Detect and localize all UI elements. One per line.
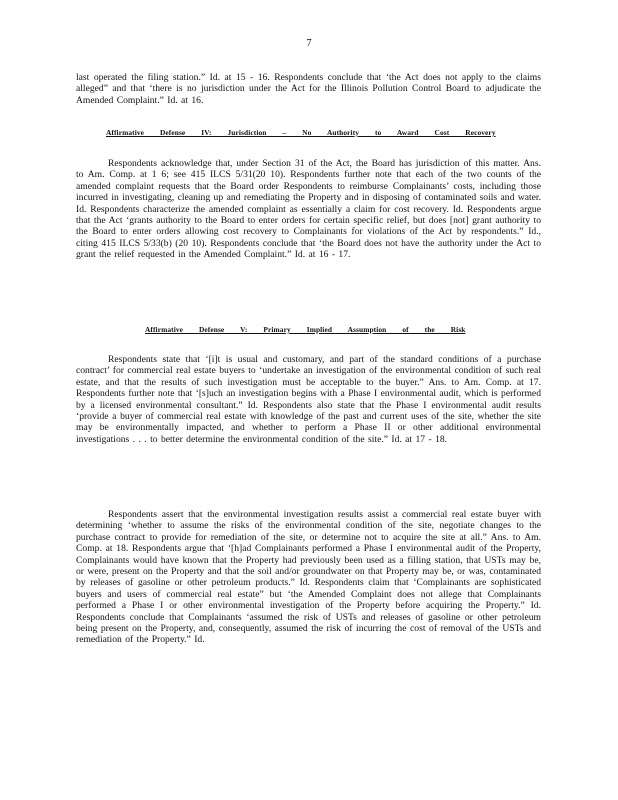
- paragraph-defense-v-2: [76, 509, 541, 646]
- paragraph-defense-v-1-text: Respondents state that ‘[i]t is usual and customary, and part of the standard conditions of a purchase contract’ for commercial real estate buyers to ‘undertake an investigation of the environmental condition of such real estate, and that the results of such investigation must be acceptable to the buyer.” Ans. to Am. Comp. at 17. Respondents further note that ‘[s]uch an investigation begins with a Phase I environmental audit, which is performed by a licensed environmental consultant.” Id. Respondents also state that the Phase I environmental audit results ‘provide a buyer of commercial real estate with knowledge of the past and current uses of the site, whether the site may be environmentally impacted, and whether to perform a Phase II or other additional environmental investigations . . . to better determine the environmental condition of the site.” Id. at 17 - 18.: [76, 354, 541, 445]
- opening-paragraph: last operated the filing station.” Id. at 15 - 16. Respondents conclude that ‘the Act does not apply to the claims alleged” and that ‘there is no jurisdiction under the Act for the Illinois Pollution Control Board to adjudicate the Amended Complaint.” Id. at 16.: [76, 72, 541, 106]
- heading-affirmative-defense-v: Affirmative Defense V: Primary Implied Assumption of the Risk: [145, 325, 466, 334]
- paragraph-defense-v-1: [76, 354, 541, 445]
- paragraph-defense-iv-text: Respondents acknowledge that, under Section 31 of the Act, the Board has jurisdiction of this matter. Ans. to Am. Comp. at 1 6; see 415 ILCS 5/31(20 10). Respondents further note that each of the two counts of the amended complaint requests that the Board order Respondents to reimburse Complainants’ costs, including those incurred in investigating, cleaning up and remediating the Property and in disposing of contaminated soils and water. Id. Respondents characterize the amended complaint as essentially a claim for cost recovery. Id. Respondents argue that the Act ‘grants authority to the Board to enter orders for certain specific relief, but does [not] grant authority to the Board to enter orders allowing cost recovery to Complainants for violations of the Act by respondents.” Id., citing 415 ILCS 5/33(b) (20 10). Respondents conclude that ‘the Board does not have the authority under the Act to grant the relief requested in the Amended Complaint.” Id. at 16 - 17.: [76, 158, 541, 261]
- heading-affirmative-defense-iv: Affirmative Defense IV: Jurisdiction – No Authority to Award Cost Recovery: [106, 128, 496, 137]
- paragraph-defense-iv: [76, 158, 541, 261]
- page-number: 7: [306, 38, 312, 49]
- defense-v-block-2: [76, 509, 541, 646]
- opening-paragraph-block: [76, 72, 541, 106]
- paragraph-defense-v-2-text: Respondents assert that the environmental investigation results assist a commercial real estate buyer with determining ‘whether to assume the risks of the environmental condition of the site, negotiate changes to the purchase contract to provide for remediation of the site, or determine not to acquire the site at all.” Ans. to Am. Comp. at 18. Respondents argue that ‘[h]ad Complainants performed a Phase I environmental audit of the Property, Complainants would have known that the Property had previously been used as a filling station, that USTs may be, or were, present on the Property and that the soil and/or groundwater on that Property may be, or was, contaminated by releases of gasoline or other petroleum products.” Id. Respondents claim that ‘Complainants are sophisticated buyers and users of commercial real estate” but ‘the Amended Complaint does not allege that Complainants performed a Phase I or other environmental investigation of the Property before acquiring the Property.” Id. Respondents conclude that Complainants ‘assumed the risk of USTs and releases of gasoline or other petroleum being present on the Property, and, consequently, assumed the risk of incurring the cost of removal of the USTs and remediation of the Property.” Id.: [76, 509, 541, 646]
- defense-iv-block: [76, 158, 541, 261]
- defense-v-block-1: [76, 354, 541, 445]
